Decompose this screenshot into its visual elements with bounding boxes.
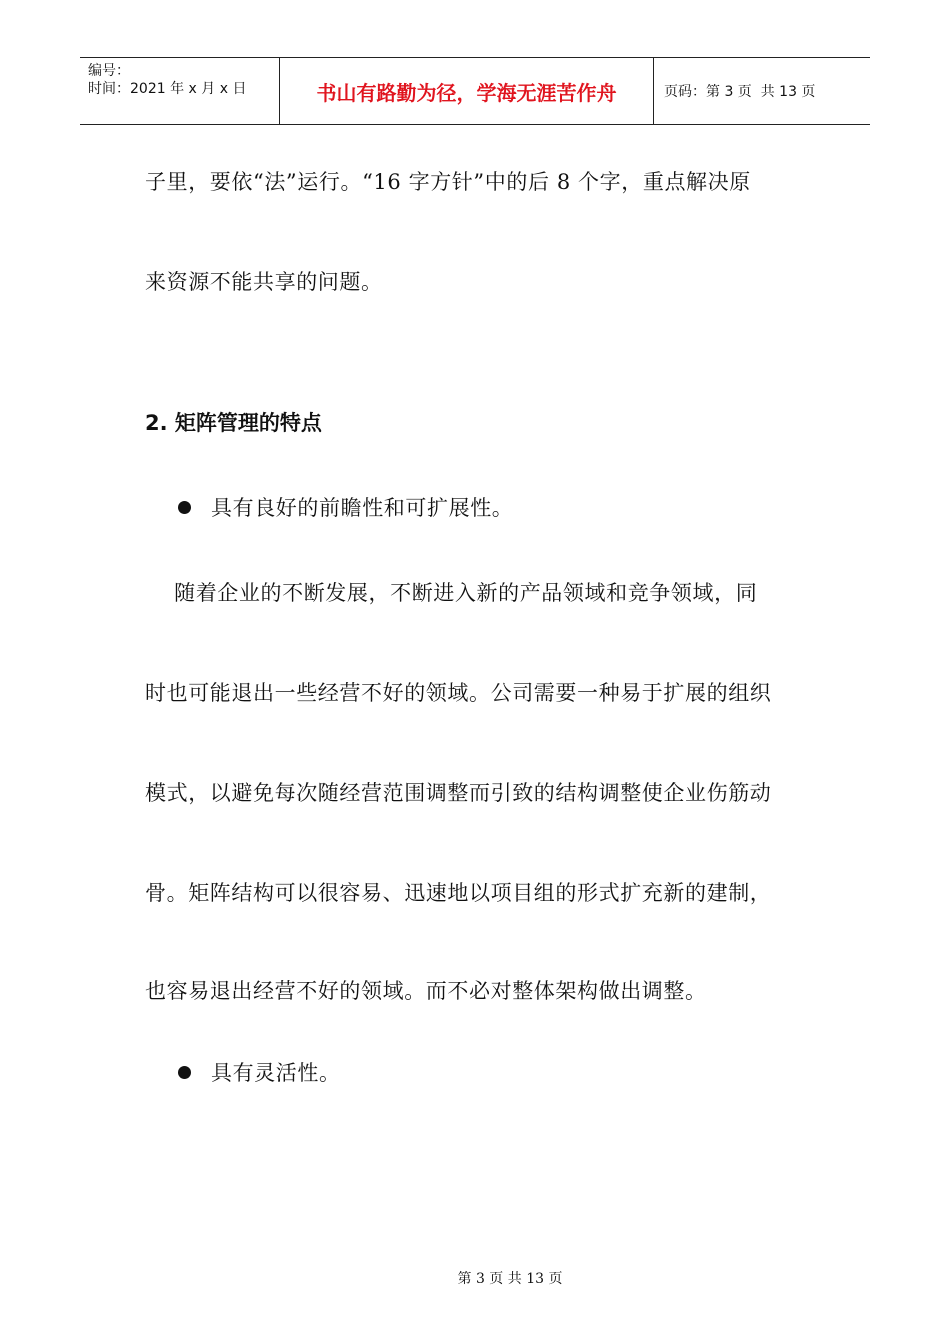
bullet-item (178, 492, 513, 522)
bullet-icon (178, 501, 191, 514)
paragraph-line: 时也可能退出一些经营不好的领域。公司需要一种易于扩展的组织 (145, 681, 772, 705)
header-motto: 书山有路勤为径，学海无涯苦作舟 (280, 58, 654, 124)
paragraph-line: 模式，以避免每次随经营范围调整而引致的结构调整使企业伤筋动 (145, 781, 772, 805)
paragraph-line: 也容易退出经营不好的领域。而不必对整体架构做出调整。 (145, 979, 707, 1003)
header-meta-cell (80, 58, 280, 124)
page-footer: 第 3 页 共 13 页 (457, 1271, 563, 1287)
body-line: 子里，要依“法”运行。“16 字方针”中的后 8 个字，重点解决原 (145, 170, 751, 194)
paragraph-line: 骨。矩阵结构可以很容易、迅速地以项目组的形式扩充新的建制， (145, 881, 772, 905)
bullet-icon (178, 1066, 191, 1079)
serial-number-label: 编号： (88, 63, 130, 79)
bullet-text: 具有良好的前瞻性和可扩展性。 (211, 496, 514, 520)
date-label: 时间：2021 年 x 月 x 日 (88, 81, 247, 97)
body-line: 来资源不能共享的问题。 (145, 270, 383, 294)
paragraph-line: 随着企业的不断发展，不断进入新的产品领域和竞争领域，同 (145, 581, 758, 605)
bullet-item (178, 1057, 341, 1087)
section-heading: 2. 矩阵管理的特点 (145, 411, 322, 435)
bullet-text: 具有灵活性。 (211, 1061, 341, 1085)
document-header (80, 57, 870, 125)
header-page-info: 页码：第 3 页 共 13 页 (664, 84, 816, 100)
